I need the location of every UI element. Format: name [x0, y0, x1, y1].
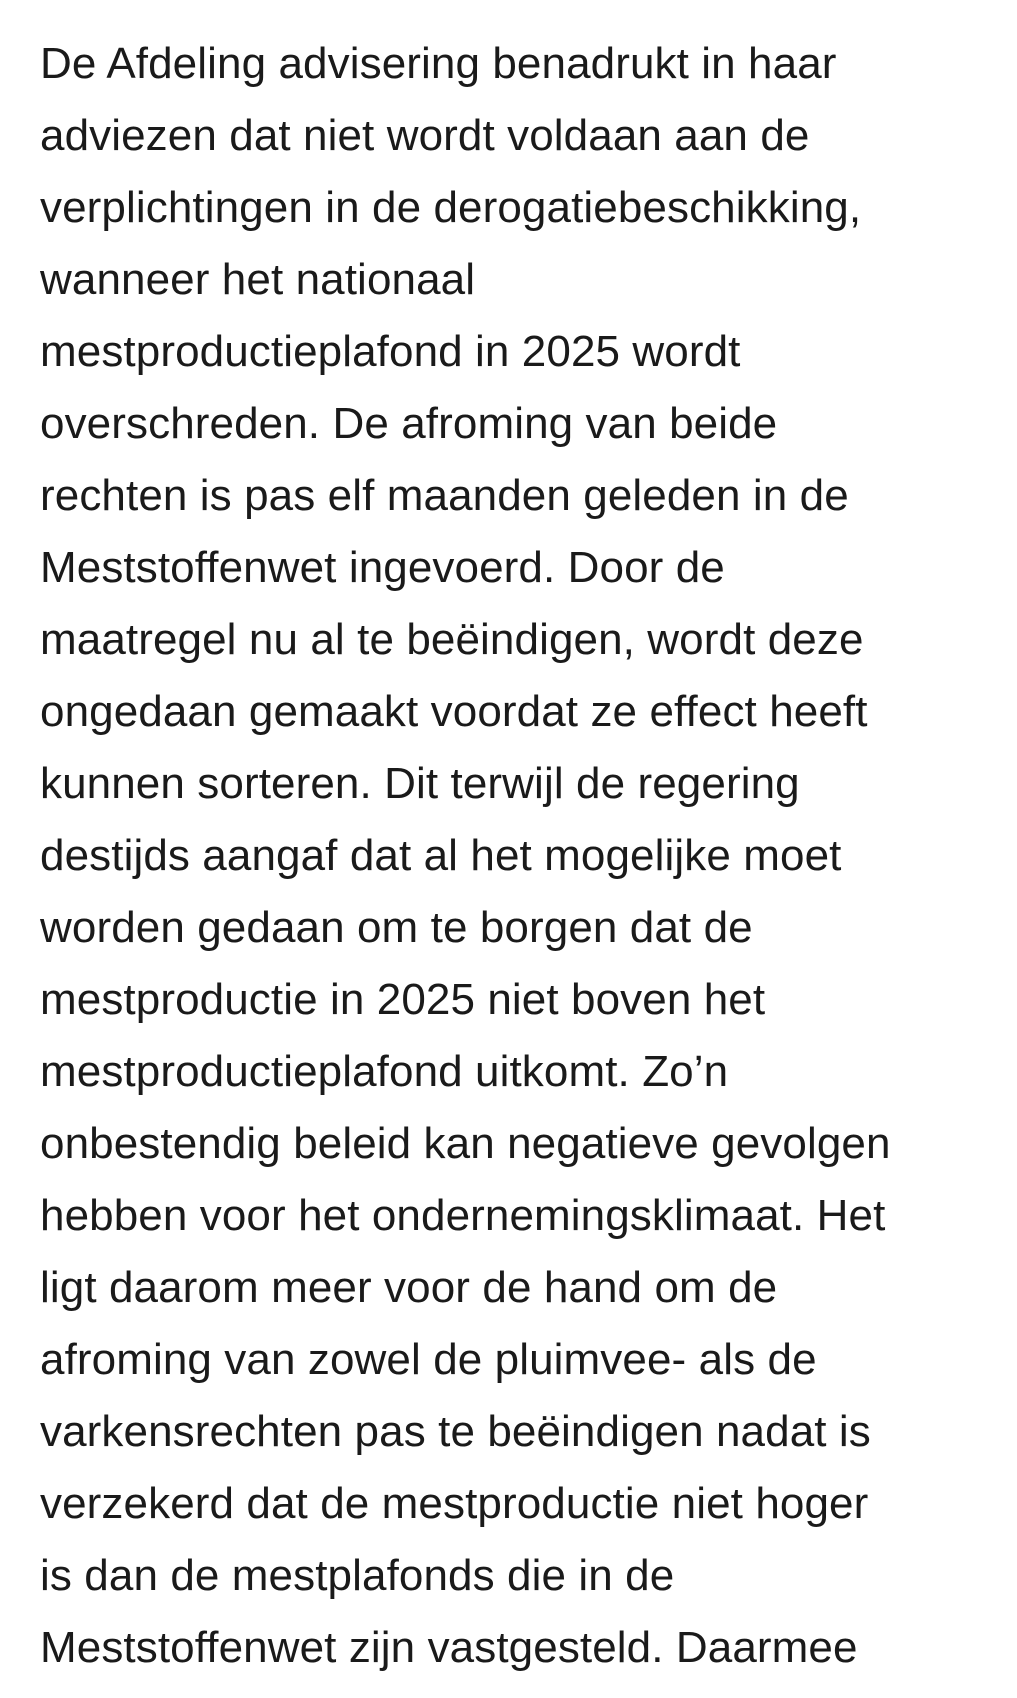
- paragraph-line: worden gedaan om te borgen dat de: [40, 903, 753, 952]
- paragraph-line: destijds aangaf dat al het mogelijke moet: [40, 831, 842, 880]
- paragraph-line: verplichtingen in de derogatiebeschikking,: [40, 183, 862, 232]
- paragraph-line: wanneer het nationaal: [40, 255, 476, 304]
- paragraph-line: overschreden. De afroming van beide: [40, 399, 778, 448]
- paragraph-line: verzekerd dat de mestproductie niet hoger: [40, 1479, 869, 1528]
- paragraph-line: De Afdeling advisering benadrukt in haar: [40, 39, 837, 88]
- paragraph-line: varkensrechten pas te beëindigen nadat is: [40, 1407, 871, 1456]
- paragraph-line: afroming van zowel de pluimvee- als de: [40, 1335, 817, 1384]
- body-paragraph: [40, 28, 1000, 1684]
- paragraph-line: mestproductieplafond uitkomt. Zo’n: [40, 1047, 729, 1096]
- paragraph-line: ligt daarom meer voor de hand om de: [40, 1263, 778, 1312]
- paragraph-line: ongedaan gemaakt voordat ze effect heeft: [40, 687, 868, 736]
- paragraph-line: onbestendig beleid kan negatieve gevolgen: [40, 1119, 891, 1168]
- paragraph-line: is dan de mestplafonds die in de: [40, 1551, 675, 1600]
- paragraph-line: mestproductieplafond in 2025 wordt: [40, 327, 741, 376]
- paragraph-line: Meststoffenwet ingevoerd. Door de: [40, 543, 725, 592]
- paragraph-line: adviezen dat niet wordt voldaan aan de: [40, 111, 810, 160]
- paragraph-line: rechten is pas elf maanden geleden in de: [40, 471, 849, 520]
- paragraph-line: maatregel nu al te beëindigen, wordt deze: [40, 615, 864, 664]
- paragraph-line: kunnen sorteren. Dit terwijl de regering: [40, 759, 800, 808]
- paragraph-line: Meststoffenwet zijn vastgesteld. Daarmee: [40, 1623, 858, 1672]
- paragraph-line: mestproductie in 2025 niet boven het: [40, 975, 766, 1024]
- paragraph-line: hebben voor het ondernemingsklimaat. Het: [40, 1191, 886, 1240]
